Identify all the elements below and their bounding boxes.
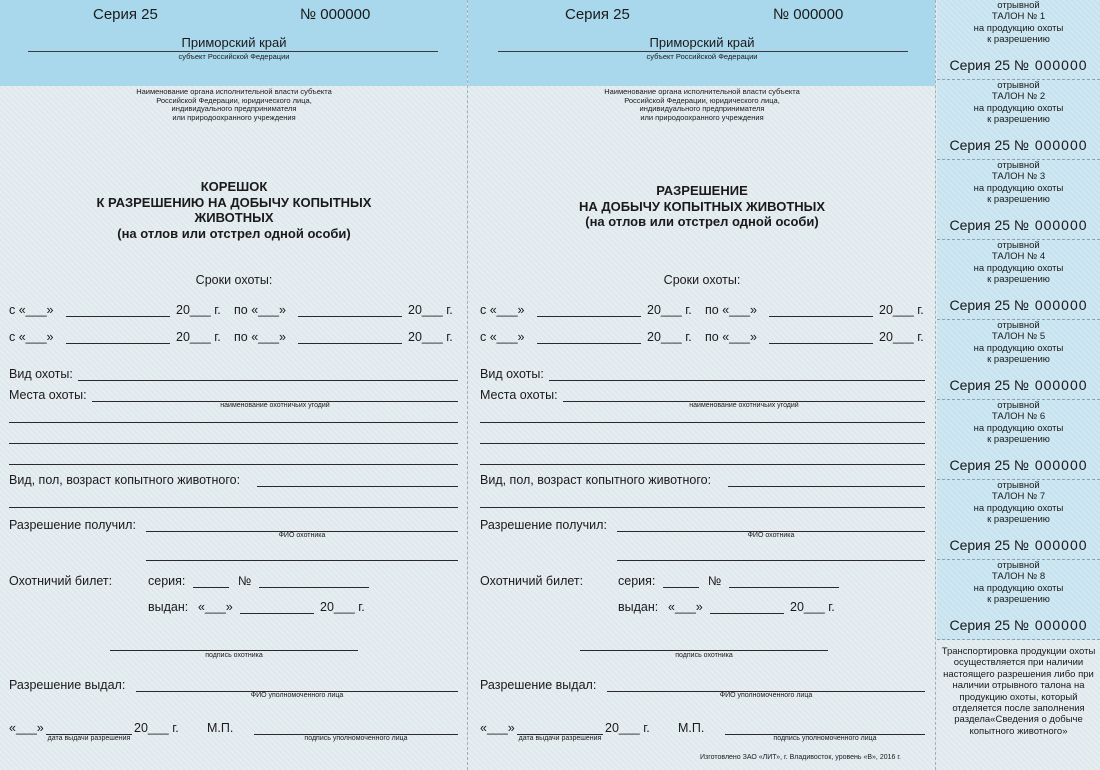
stub-from-2[interactable]: с «___» xyxy=(9,330,54,344)
stub-to-2[interactable]: по «___» xyxy=(234,330,286,344)
stub-ticket-series-line[interactable] xyxy=(193,587,229,588)
permit-place-line-2[interactable] xyxy=(480,422,925,423)
stub-issued-label: выдан: xyxy=(148,600,189,614)
permit-date-caption: дата выдачи разрешения xyxy=(518,735,602,742)
coupon-number-text: № 000000 xyxy=(1013,297,1088,313)
stub-issued-date[interactable]: «___» xyxy=(198,600,233,614)
coupons-column xyxy=(937,0,1100,770)
permit-issued-label: выдан: xyxy=(618,600,659,614)
stub-year-2b[interactable]: 20___ г. xyxy=(408,330,453,344)
printer-footer: Изготовлено ЗАО «ЛИТ», г. Владивосток, уровень «В», 2016 г. xyxy=(700,754,901,761)
stub-animal-line[interactable] xyxy=(257,486,458,487)
coupon-4-line-l4: к разрешению xyxy=(987,274,1050,286)
coupon-2-line-l3: на продукцию охоты xyxy=(973,102,1064,114)
permit-hunter-sign-caption: подпись охотника xyxy=(675,652,733,659)
coupon-4-line-l2: ТАЛОН № 4 xyxy=(991,251,1046,263)
permit-region: Приморский край xyxy=(649,35,755,50)
stub-hunter-name-caption: ФИО охотника xyxy=(278,532,326,539)
coupon-series-text: Серия 25 xyxy=(949,137,1011,153)
coupon-6-line-l2: ТАЛОН № 6 xyxy=(991,411,1046,423)
permit-hunter-name-caption: ФИО охотника xyxy=(747,532,795,539)
stub-to-1[interactable]: по «___» xyxy=(234,303,286,317)
permit-region-caption: субъект Российской Федерации xyxy=(646,52,758,61)
permit-year-2b[interactable]: 20___ г. xyxy=(879,330,924,344)
coupon-number-text: № 000000 xyxy=(1013,377,1088,393)
coupon-4-series xyxy=(937,297,1100,313)
stub-series: Серия 25 xyxy=(93,6,158,23)
coupon-8-line-l4: к разрешению xyxy=(987,594,1050,606)
stub-animal-line-2[interactable] xyxy=(9,507,458,508)
permit-stamp-label: М.П. xyxy=(678,721,705,735)
stub-ticket-number-line[interactable] xyxy=(259,587,369,588)
coupon-5-line-l4: к разрешению xyxy=(987,354,1050,366)
permit-from-line-2[interactable] xyxy=(537,343,641,344)
stub-place-line-4[interactable] xyxy=(9,464,458,465)
permit-to-line-2[interactable] xyxy=(769,343,873,344)
stub-place-line-3[interactable] xyxy=(9,443,458,444)
coupon-series-text: Серия 25 xyxy=(949,617,1011,633)
permit-received-label: Разрешение получил: xyxy=(480,518,607,532)
coupon-7-line-l3: на продукцию охоты xyxy=(973,502,1064,514)
coupon-2-line-l2: ТАЛОН № 2 xyxy=(991,91,1046,103)
stub-header xyxy=(0,0,467,86)
stub-from-line-1[interactable] xyxy=(66,316,170,317)
permit-from-1[interactable]: с «___» xyxy=(480,303,525,317)
permit-hunt-type-label: Вид охоты: xyxy=(480,367,544,381)
coupon-4-line-l1: отрывной xyxy=(997,240,1040,251)
stub-date-quote[interactable]: «___» xyxy=(9,721,44,735)
coupon-3-line-l3: на продукцию охоты xyxy=(973,182,1064,194)
coupon-2-line-l4: к разрешению xyxy=(987,114,1050,126)
stub-year-1b[interactable]: 20___ г. xyxy=(408,303,453,317)
coupon-6-series xyxy=(937,457,1100,473)
stub-issued-line[interactable] xyxy=(240,613,314,614)
permit-official-caption: ФИО уполномоченного лица xyxy=(719,692,813,699)
permit-place-line-3[interactable] xyxy=(480,443,925,444)
stub-from-1[interactable]: с «___» xyxy=(9,303,54,317)
coupon-7-line-l2: ТАЛОН № 7 xyxy=(991,491,1046,503)
permit-date-year[interactable]: 20___ г. xyxy=(605,721,650,735)
coupon-6[interactable] xyxy=(937,400,1100,480)
permit-terms-label: Сроки охоты: xyxy=(663,273,741,287)
coupon-8-line-l2: ТАЛОН № 8 xyxy=(991,571,1046,583)
permit-year-2[interactable]: 20___ г. xyxy=(647,330,692,344)
coupon-series-text: Серия 25 xyxy=(949,377,1011,393)
permit-year-1b[interactable]: 20___ г. xyxy=(879,303,924,317)
coupon-number-text: № 000000 xyxy=(1013,617,1088,633)
permit-ticket-series-line[interactable] xyxy=(663,587,699,588)
coupon-number-text: № 000000 xyxy=(1013,217,1088,233)
coupon-series-text: Серия 25 xyxy=(949,57,1011,73)
coupon-3-line-l4: к разрешению xyxy=(987,194,1050,206)
permit-to-line-1[interactable] xyxy=(769,316,873,317)
coupon-8-series xyxy=(937,617,1100,633)
transport-note: Транспортировка продукции охоты осуществляется при наличии настоящего разрешения либо при наличии отрывного талона на продукцию охоты, который отделяется после заполнения раздела«Сведения о добыче копытного животного» xyxy=(941,646,1096,737)
permit-from-2[interactable]: с «___» xyxy=(480,330,525,344)
permit-official-sign-caption: подпись уполномоченного лица xyxy=(773,735,877,742)
coupon-series-text: Серия 25 xyxy=(949,537,1011,553)
stub-region-caption: субъект Российской Федерации xyxy=(178,52,290,61)
coupon-7-series xyxy=(937,537,1100,553)
coupon-5[interactable] xyxy=(937,320,1100,400)
coupon-2-series xyxy=(937,137,1100,153)
stub-ticket-label: Охотничий билет: xyxy=(9,574,113,588)
stub-grounds-caption: наименование охотничьих угодий xyxy=(220,402,330,409)
coupon-series-text: Серия 25 xyxy=(949,457,1011,473)
coupon-4-line-l3: на продукцию охоты xyxy=(973,262,1064,274)
coupon-5-line-l2: ТАЛОН № 5 xyxy=(991,331,1046,343)
permit-ticket-number-line[interactable] xyxy=(729,587,839,588)
permit-received-line-2[interactable] xyxy=(617,560,925,561)
stub-title: КОРЕШОК К РАЗРЕШЕНИЮ НА ДОБЫЧУ КОПЫТНЫХ ЖИВОТНЫХ (на отлов или отстрел одной особи) xyxy=(96,179,372,241)
permit-to-1[interactable]: по «___» xyxy=(705,303,757,317)
coupon-number-text: № 000000 xyxy=(1013,137,1088,153)
coupon-1-line-l3: на продукцию охоты xyxy=(973,22,1064,34)
permit-place-line-4[interactable] xyxy=(480,464,925,465)
stub-received-label: Разрешение получил: xyxy=(9,518,136,532)
coupon-3-line-l1: отрывной xyxy=(997,160,1040,171)
coupon-7-line-l4: к разрешению xyxy=(987,514,1050,526)
stub-from-line-2[interactable] xyxy=(66,343,170,344)
stub-received-line-2[interactable] xyxy=(146,560,458,561)
permit-ticket-number-label: № xyxy=(708,574,722,588)
permit-animal-label: Вид, пол, возраст копытного животного: xyxy=(480,473,712,487)
coupon-number-text: № 000000 xyxy=(1013,457,1088,473)
permit-issued-date[interactable]: «___» xyxy=(668,600,703,614)
permit-title: РАЗРЕШЕНИЕ НА ДОБЫЧУ КОПЫТНЫХ ЖИВОТНЫХ (на отлов или отстрел одной особи) xyxy=(578,183,826,230)
stub-panel xyxy=(0,0,468,770)
permit-issued-by-label: Разрешение выдал: xyxy=(480,678,597,692)
stub-to-line-1[interactable] xyxy=(298,316,402,317)
coupon-5-line-l1: отрывной xyxy=(997,320,1040,331)
stub-number: № 000000 xyxy=(300,6,371,23)
permit-hunt-place-label: Места охоты: xyxy=(480,388,558,402)
permit-grounds-caption: наименование охотничьих угодий xyxy=(689,402,799,409)
permit-issued-line[interactable] xyxy=(710,613,784,614)
stub-to-line-2[interactable] xyxy=(298,343,402,344)
coupon-8[interactable] xyxy=(937,560,1100,640)
stub-region: Приморский край xyxy=(181,35,287,50)
permit-ticket-label: Охотничий билет: xyxy=(480,574,584,588)
coupon-3-line-l2: ТАЛОН № 3 xyxy=(991,171,1046,183)
stub-official-sign-caption: подпись уполномоченного лица xyxy=(304,735,408,742)
stub-hunter-sign-line[interactable] xyxy=(110,650,358,651)
permit-year-1[interactable]: 20___ г. xyxy=(647,303,692,317)
coupon-3[interactable] xyxy=(937,160,1100,240)
coupon-6-line-l3: на продукцию охоты xyxy=(973,422,1064,434)
permit-header xyxy=(468,0,935,86)
coupon-4[interactable] xyxy=(937,240,1100,320)
stub-stamp-label: М.П. xyxy=(207,721,234,735)
coupon-5-line-l3: на продукцию охоты xyxy=(973,342,1064,354)
permit-ticket-series-label: серия: xyxy=(618,574,656,588)
coupon-2[interactable] xyxy=(937,80,1100,160)
permit-hunt-type-line[interactable] xyxy=(549,380,925,381)
permit-from-line-1[interactable] xyxy=(537,316,641,317)
permit-number: № 000000 xyxy=(773,6,844,23)
permit-panel xyxy=(468,0,936,770)
permit-animal-line[interactable] xyxy=(728,486,925,487)
coupon-series-text: Серия 25 xyxy=(949,217,1011,233)
stub-place-line-2[interactable] xyxy=(9,422,458,423)
permit-series: Серия 25 xyxy=(565,6,630,23)
stub-ticket-series-label: серия: xyxy=(148,574,186,588)
stub-hunter-sign-caption: подпись охотника xyxy=(205,652,263,659)
stub-year-2[interactable]: 20___ г. xyxy=(176,330,221,344)
permit-hunter-sign-line[interactable] xyxy=(580,650,828,651)
stub-hunt-place-label: Места охоты: xyxy=(9,388,87,402)
stub-date-caption: дата выдачи разрешения xyxy=(47,735,131,742)
coupon-8-line-l1: отрывной xyxy=(997,560,1040,571)
coupon-6-line-l4: к разрешению xyxy=(987,434,1050,446)
stub-org-caption: Наименование органа исполнительной власти субъекта Российской Федерации, юридического лица, индивидуального предпринимателя или природоохранного учреждения xyxy=(136,87,332,122)
stub-issued-year[interactable]: 20___ г. xyxy=(320,600,365,614)
stub-ticket-number-label: № xyxy=(238,574,252,588)
coupon-number-text: № 000000 xyxy=(1013,57,1088,73)
stub-animal-label: Вид, пол, возраст копытного животного: xyxy=(9,473,241,487)
permit-org-caption: Наименование органа исполнительной власти субъекта Российской Федерации, юридического лица, индивидуального предпринимателя или природоохранного учреждения xyxy=(604,87,800,122)
coupon-1-series xyxy=(937,57,1100,73)
stub-year-1[interactable]: 20___ г. xyxy=(176,303,221,317)
stub-hunt-type-line[interactable] xyxy=(78,380,458,381)
stub-official-caption: ФИО уполномоченного лица xyxy=(250,692,344,699)
coupon-number-text: № 000000 xyxy=(1013,537,1088,553)
coupon-6-line-l1: отрывной xyxy=(997,400,1040,411)
coupon-5-series xyxy=(937,377,1100,393)
coupon-1[interactable] xyxy=(937,0,1100,80)
stub-terms-label: Сроки охоты: xyxy=(195,273,273,287)
coupon-series-text: Серия 25 xyxy=(949,297,1011,313)
coupon-1-line-l4: к разрешению xyxy=(987,34,1050,46)
permit-to-2[interactable]: по «___» xyxy=(705,330,757,344)
coupon-3-series xyxy=(937,217,1100,233)
stub-date-year[interactable]: 20___ г. xyxy=(134,721,179,735)
coupon-7-line-l1: отрывной xyxy=(997,480,1040,491)
coupon-1-line-l1: отрывной xyxy=(997,0,1040,11)
stub-hunt-type-label: Вид охоты: xyxy=(9,367,73,381)
coupon-1-line-l2: ТАЛОН № 1 xyxy=(991,11,1046,23)
permit-animal-line-2[interactable] xyxy=(480,507,925,508)
coupon-8-line-l3: на продукцию охоты xyxy=(973,582,1064,594)
coupon-2-line-l1: отрывной xyxy=(997,80,1040,91)
permit-issued-year[interactable]: 20___ г. xyxy=(790,600,835,614)
coupon-7[interactable] xyxy=(937,480,1100,560)
permit-date-quote[interactable]: «___» xyxy=(480,721,515,735)
stub-issued-by-label: Разрешение выдал: xyxy=(9,678,126,692)
